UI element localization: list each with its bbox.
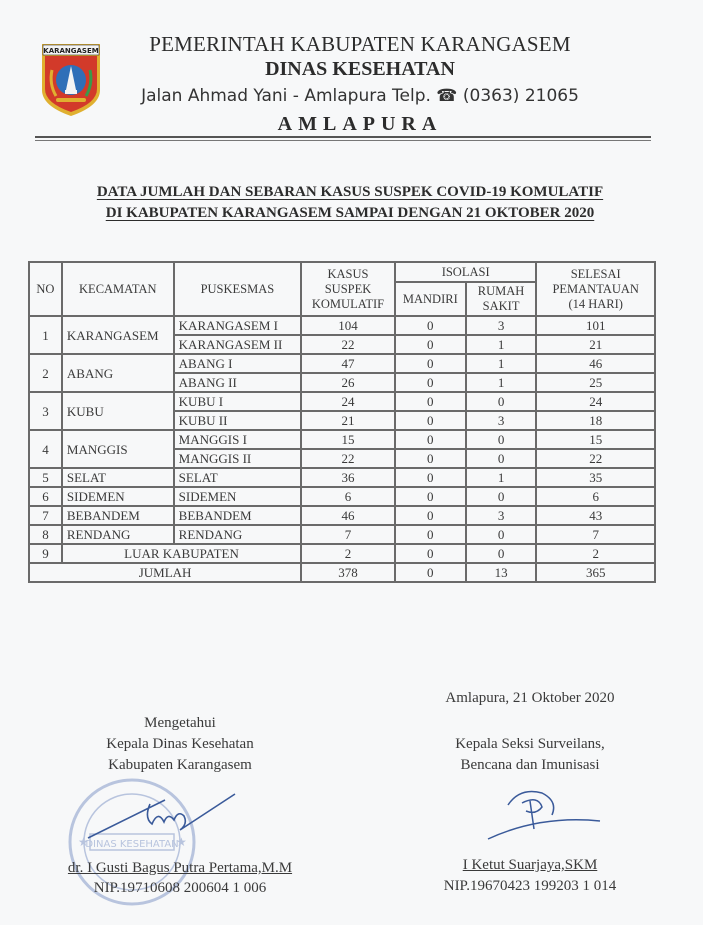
cell-rumah-sakit: 0 — [466, 392, 537, 411]
cell-rumah-sakit: 3 — [466, 411, 537, 430]
table-row — [29, 468, 655, 487]
cell-puskesmas: SIDEMEN — [174, 487, 301, 506]
document-title-line1: DATA JUMLAH DAN SEBARAN KASUS SUSPEK COVID-19 KOMULATIF — [96, 184, 604, 200]
cell-rumah-sakit: 1 — [466, 373, 537, 392]
table-row — [29, 392, 655, 411]
cell-total-label: JUMLAH — [29, 563, 301, 582]
cell-kasus: 47 — [301, 354, 395, 373]
table-row — [29, 430, 655, 449]
left-signer-name: dr. I Gusti Bagus Putra Pertama,M.M — [67, 860, 293, 876]
cell-kecamatan: BEBANDEM — [62, 506, 174, 525]
cell-total-mandiri: 0 — [395, 563, 466, 582]
cell-selesai: 2 — [536, 544, 655, 563]
cell-puskesmas: BEBANDEM — [174, 506, 301, 525]
letterhead-city: AMLAPURA — [277, 113, 443, 135]
cell-kasus: 6 — [301, 487, 395, 506]
cell-no: 2 — [29, 354, 62, 392]
cell-selesai: 21 — [536, 335, 655, 354]
document-title-line2: DI KABUPATEN KARANGASEM SAMPAI DENGAN 21 OKTOBER 2020 — [105, 205, 595, 221]
cell-selesai: 25 — [536, 373, 655, 392]
cell-kasus: 21 — [301, 411, 395, 430]
left-signature — [80, 780, 240, 850]
cell-no: 9 — [29, 544, 62, 563]
cell-kasus: 7 — [301, 525, 395, 544]
cell-selesai: 46 — [536, 354, 655, 373]
cell-kasus: 22 — [301, 335, 395, 354]
cell-puskesmas: KARANGASEM II — [174, 335, 301, 354]
cell-puskesmas: ABANG I — [174, 354, 301, 373]
cell-no: 5 — [29, 468, 62, 487]
right-signature — [480, 785, 610, 845]
header-selesai: SELESAI PEMANTAUAN (14 HARI) — [536, 262, 655, 316]
left-sign-line2: Kepala Dinas Kesehatan — [106, 736, 254, 752]
cell-no: 1 — [29, 316, 62, 354]
cell-no: 4 — [29, 430, 62, 468]
cell-rumah-sakit: 0 — [466, 525, 537, 544]
cell-kecamatan: MANGGIS — [62, 430, 174, 468]
cell-rumah-sakit: 0 — [466, 544, 537, 563]
cell-mandiri: 0 — [395, 506, 466, 525]
cell-mandiri: 0 — [395, 468, 466, 487]
cell-puskesmas: RENDANG — [174, 525, 301, 544]
cell-kecamatan: KUBU — [62, 392, 174, 430]
cell-rumah-sakit: 1 — [466, 468, 537, 487]
cell-rumah-sakit: 3 — [466, 316, 537, 335]
right-sign-line1: Kepala Seksi Surveilans, — [455, 736, 605, 752]
cell-kecamatan: ABANG — [62, 354, 174, 392]
cell-selesai: 22 — [536, 449, 655, 468]
cell-kecamatan: SELAT — [62, 468, 174, 487]
header-kecamatan: KECAMATAN — [62, 262, 174, 316]
cell-selesai: 101 — [536, 316, 655, 335]
cell-selesai: 18 — [536, 411, 655, 430]
cell-puskesmas: SELAT — [174, 468, 301, 487]
cell-total-kasus: 378 — [301, 563, 395, 582]
table-row — [29, 487, 655, 506]
cell-total-rumah-sakit: 13 — [466, 563, 537, 582]
cell-kasus: 15 — [301, 430, 395, 449]
cell-puskesmas: KARANGASEM I — [174, 316, 301, 335]
right-signer-name: I Ketut Suarjaya,SKM — [462, 857, 598, 873]
cell-rumah-sakit: 0 — [466, 430, 537, 449]
cell-mandiri: 0 — [395, 392, 466, 411]
header-puskesmas: PUSKESMAS — [174, 262, 301, 316]
cell-selesai: 6 — [536, 487, 655, 506]
cell-puskesmas: MANGGIS II — [174, 449, 301, 468]
header-mandiri: MANDIRI — [395, 282, 466, 316]
cell-selesai: 15 — [536, 430, 655, 449]
letterhead-rule-thick — [35, 136, 651, 138]
left-sign-line3: Kabupaten Karangasem — [108, 757, 252, 773]
cell-mandiri: 0 — [395, 354, 466, 373]
table-row — [29, 506, 655, 525]
cell-selesai: 7 — [536, 525, 655, 544]
sign-date: Amlapura, 21 Oktober 2020 — [445, 690, 615, 706]
letterhead-government: PEMERINTAH KABUPATEN KARANGASEM — [149, 32, 571, 56]
cell-mandiri: 0 — [395, 335, 466, 354]
table-row — [29, 316, 655, 335]
cell-kasus: 24 — [301, 392, 395, 411]
left-sign-line1: Mengetahui — [144, 715, 216, 731]
header-kasus: KASUS SUSPEK KOMULATIF — [301, 262, 395, 316]
cell-mandiri: 0 — [395, 449, 466, 468]
cell-rumah-sakit: 0 — [466, 449, 537, 468]
cell-puskesmas: KUBU I — [174, 392, 301, 411]
svg-text:KARANGASEM: KARANGASEM — [43, 47, 99, 55]
svg-text:★: ★ — [78, 835, 89, 849]
header-no: NO — [29, 262, 62, 316]
cell-no: 3 — [29, 392, 62, 430]
cell-mandiri: 0 — [395, 487, 466, 506]
cell-luar-label: LUAR KABUPATEN — [62, 544, 301, 563]
svg-text:DINAS KESEHATAN: DINAS KESEHATAN — [85, 839, 179, 850]
cell-kecamatan: KARANGASEM — [62, 316, 174, 354]
header-isolasi: ISOLASI — [395, 262, 537, 282]
right-sign-line2: Bencana dan Imunisasi — [460, 757, 600, 773]
cell-rumah-sakit: 1 — [466, 354, 537, 373]
svg-text:★: ★ — [176, 835, 187, 849]
letterhead-department: DINAS KESEHATAN — [265, 58, 455, 80]
cell-puskesmas: MANGGIS I — [174, 430, 301, 449]
table-row-total — [29, 563, 655, 582]
cell-rumah-sakit: 1 — [466, 335, 537, 354]
cell-puskesmas: ABANG II — [174, 373, 301, 392]
cell-no: 6 — [29, 487, 62, 506]
cell-kasus: 2 — [301, 544, 395, 563]
header-rumah-sakit: RUMAH SAKIT — [466, 282, 537, 316]
cell-kasus: 22 — [301, 449, 395, 468]
cell-rumah-sakit: 3 — [466, 506, 537, 525]
cell-selesai: 35 — [536, 468, 655, 487]
cell-kecamatan: SIDEMEN — [62, 487, 174, 506]
cell-rumah-sakit: 0 — [466, 487, 537, 506]
cell-kasus: 26 — [301, 373, 395, 392]
cell-mandiri: 0 — [395, 373, 466, 392]
table-row-luar — [29, 544, 655, 563]
cell-kasus: 104 — [301, 316, 395, 335]
letterhead-rule-thin — [35, 140, 651, 141]
left-signer-nip: NIP.19710608 200604 1 006 — [93, 880, 267, 896]
cell-no: 8 — [29, 525, 62, 544]
cell-kecamatan: RENDANG — [62, 525, 174, 544]
karangasem-logo — [38, 40, 104, 118]
cell-mandiri: 0 — [395, 411, 466, 430]
cell-mandiri: 0 — [395, 525, 466, 544]
cell-mandiri: 0 — [395, 430, 466, 449]
right-signer-nip: NIP.19670423 199203 1 014 — [443, 878, 617, 894]
table-row — [29, 525, 655, 544]
cell-selesai: 24 — [536, 392, 655, 411]
table-row — [29, 354, 655, 373]
cell-mandiri: 0 — [395, 316, 466, 335]
cell-selesai: 43 — [536, 506, 655, 525]
cell-no: 7 — [29, 506, 62, 525]
cell-kasus: 36 — [301, 468, 395, 487]
covid-suspect-table — [28, 261, 656, 583]
cell-puskesmas: KUBU II — [174, 411, 301, 430]
cell-kasus: 46 — [301, 506, 395, 525]
cell-total-selesai: 365 — [536, 563, 655, 582]
cell-mandiri: 0 — [395, 544, 466, 563]
letterhead-address: Jalan Ahmad Yani - Amlapura Telp. ☎ (0363) 21065 — [141, 86, 579, 106]
